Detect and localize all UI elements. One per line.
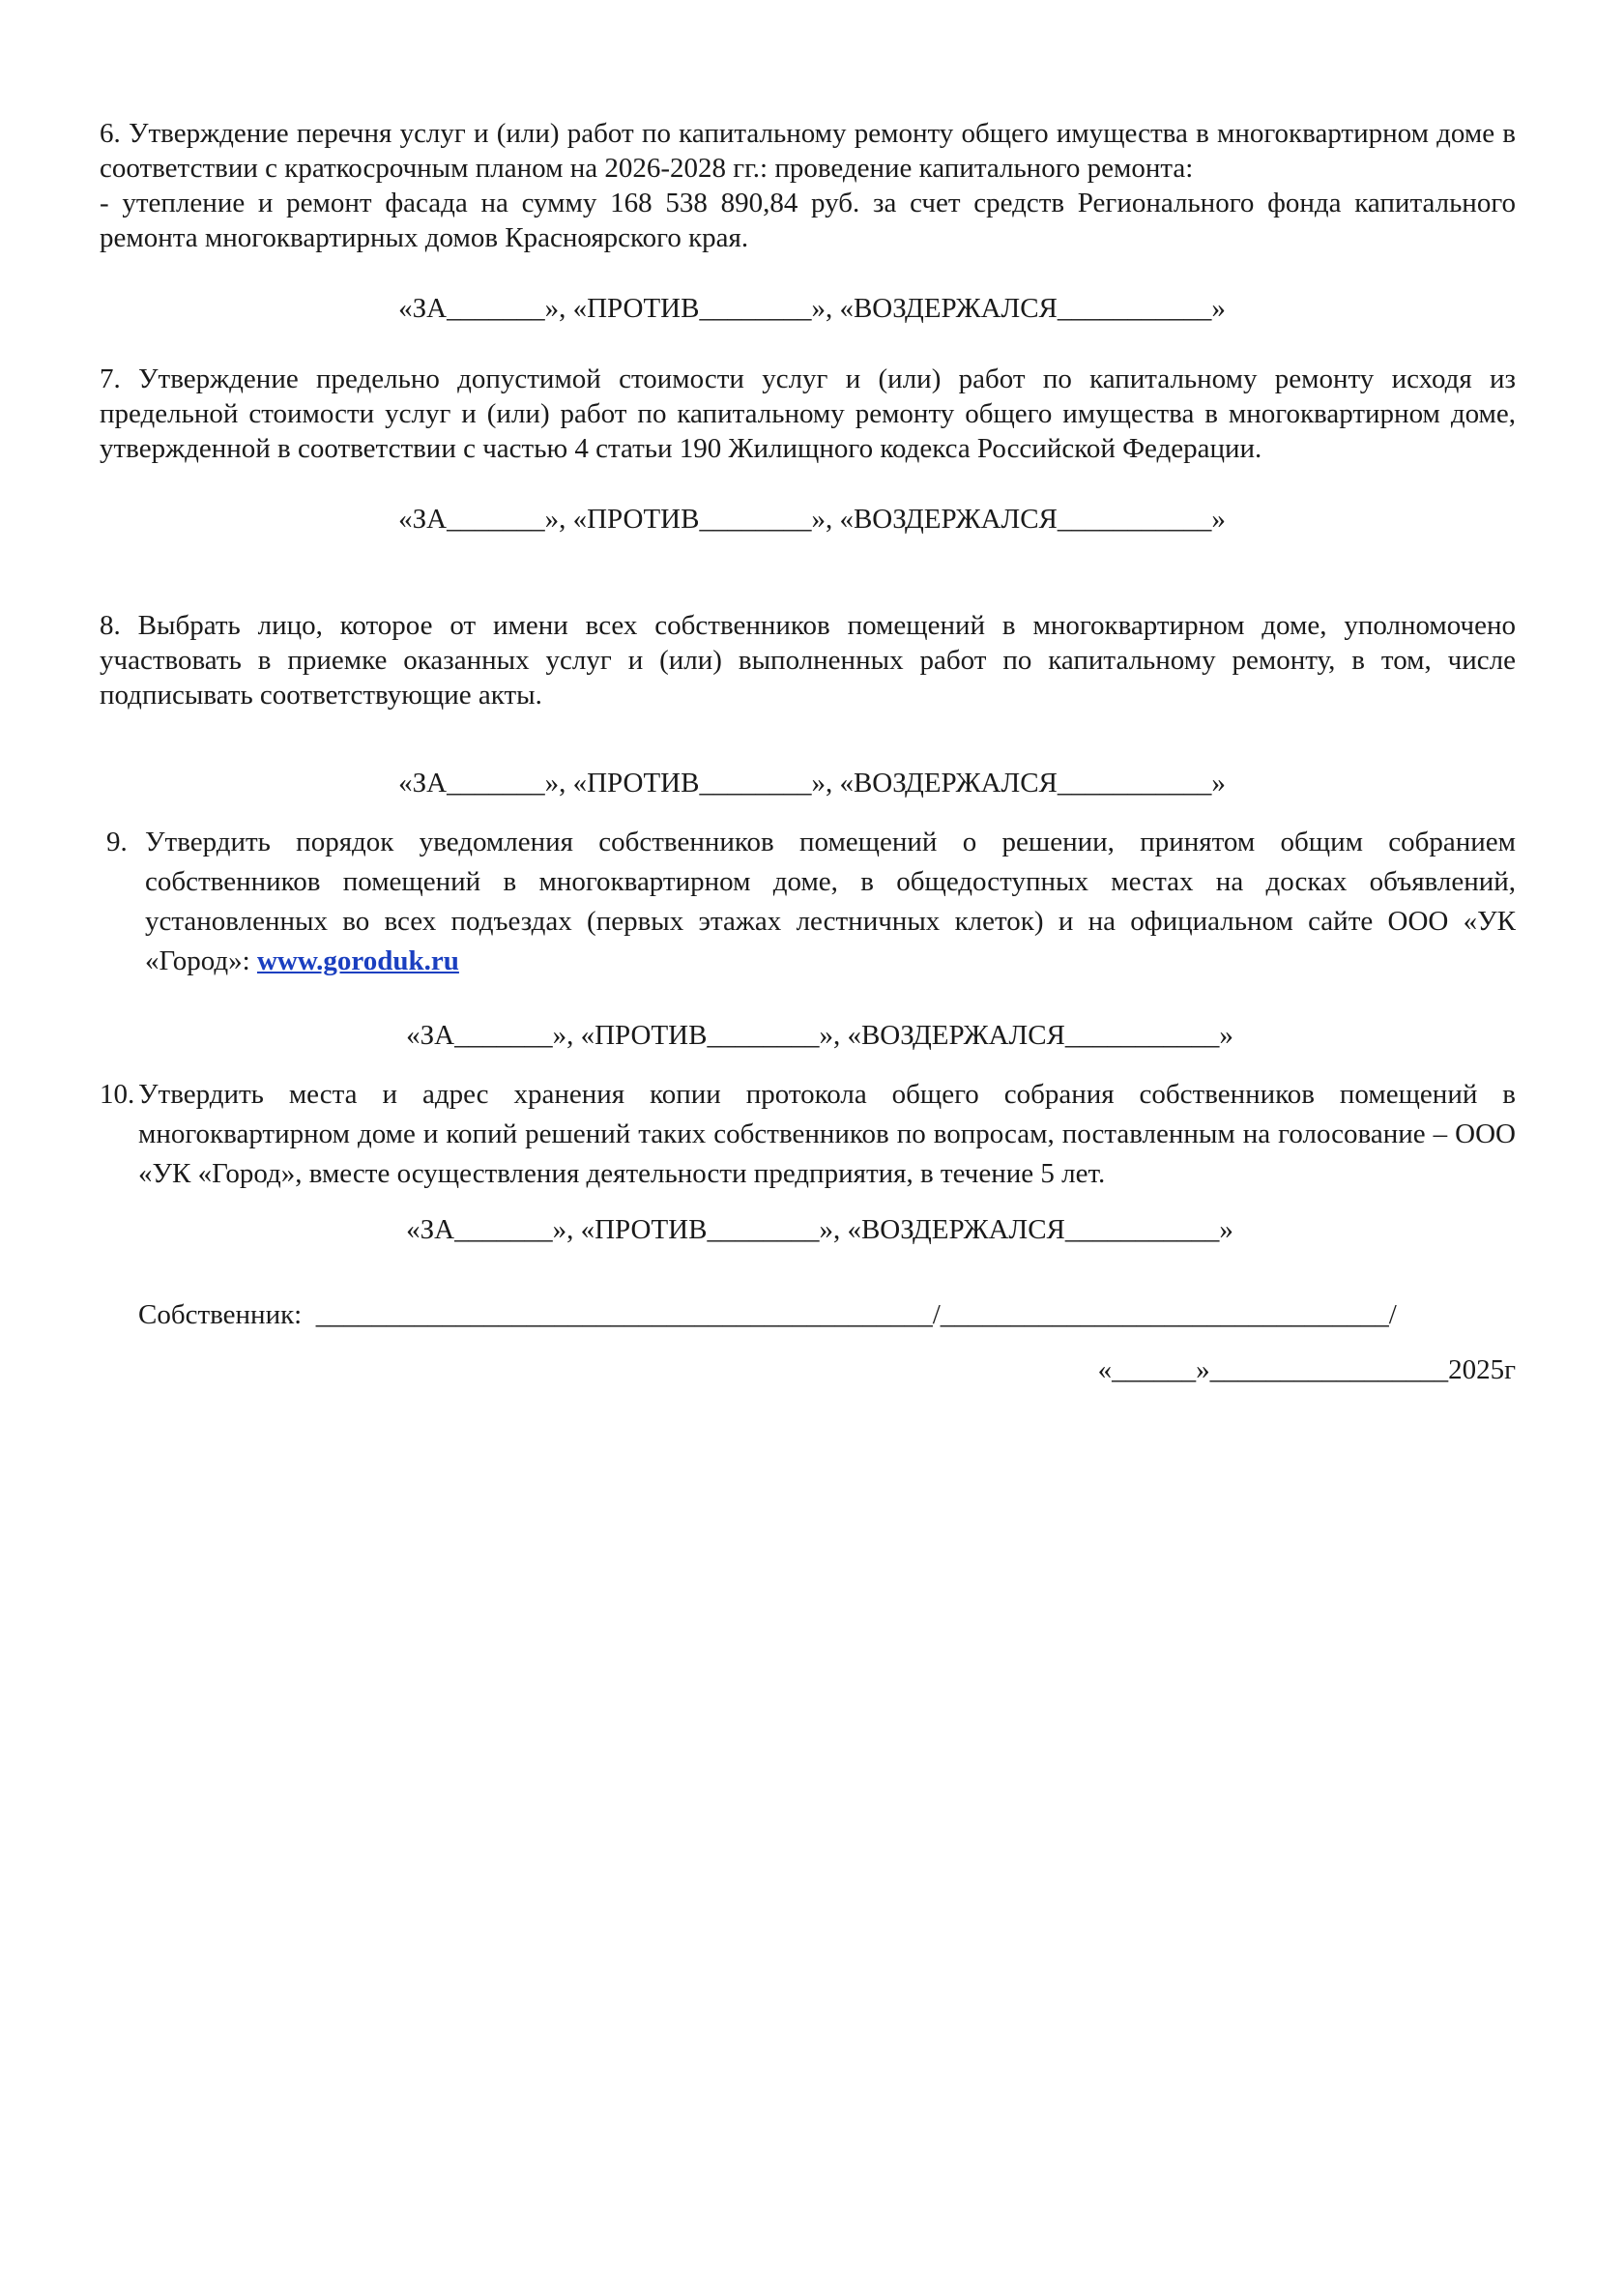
item-10	[100, 1075, 1516, 1194]
vote-line-8: «ЗА_______», «ПРОТИВ________», «ВОЗДЕРЖАЛСЯ___________»	[398, 768, 1226, 799]
owner-signature-line: Собственник: ____________________________________________/________________________________/	[138, 1299, 1397, 1330]
item-6-line-2: - утепление и ремонт фасада на сумму 168 538 890,84 руб. за счет средств Регионального фонда капитального ремонта многоквартирных домов Красноярского края.	[100, 188, 1516, 253]
item-7-text: 7. Утверждение предельно допустимой стоимости услуг и (или) работ по капитальному ремонту исходя из предельной стоимости услуг и (или) работ по капитальному ремонту общего имущества в многоквартирном доме, утвержденной в соответствии с частью 4 статьи 190 Жилищного кодекса Российской Федерации.	[100, 363, 1516, 464]
item-8	[100, 608, 1516, 712]
item-9-number: 9.	[106, 827, 128, 857]
vote-line-9: «ЗА_______», «ПРОТИВ________», «ВОЗДЕРЖАЛСЯ___________»	[406, 1020, 1233, 1051]
vote-line-7: «ЗА_______», «ПРОТИВ________», «ВОЗДЕРЖАЛСЯ___________»	[398, 504, 1226, 535]
website-link[interactable]: www.goroduk.ru	[256, 945, 459, 976]
item-6	[100, 116, 1516, 255]
item-8-text: 8. Выбрать лицо, которое от имени всех собственников помещений в многоквартирном доме, уполномочено участвовать в приемке оказанных услуг и (или) выполненных работ по капитальному ремонту, в том, числе подписывать соответствующие акты.	[100, 610, 1516, 711]
item-7	[100, 362, 1516, 466]
vote-line-6: «ЗА_______», «ПРОТИВ________», «ВОЗДЕРЖАЛСЯ___________»	[398, 293, 1226, 324]
item-10-text: Утвердить места и адрес хранения копии протокола общего собрания собственников помещений в многоквартирном доме и копий решений таких собственников по вопросам, поставленным на голосование – ООО «УК «Город», вместе осуществления деятельности предприятия, в течение 5 лет.	[138, 1079, 1516, 1189]
vote-line-10: «ЗА_______», «ПРОТИВ________», «ВОЗДЕРЖАЛСЯ___________»	[406, 1214, 1233, 1245]
date-line: «______»_________________2025г	[1097, 1354, 1516, 1385]
item-9-text: Утвердить порядок уведомления собственников помещений о решении, принятом общим собранием собственников помещений в многоквартирном доме, в общедоступных местах на досках объявлений, установленных во всех подъездах (первых этажах лестничных клеток) и на официальном сайте ООО «УК «Город»:	[145, 827, 1516, 976]
item-9	[106, 823, 1516, 981]
item-10-number: 10.	[100, 1079, 135, 1110]
item-6-line-1: 6. Утверждение перечня услуг и (или) работ по капитальному ремонту общего имущества в многоквартирном доме в соответствии с краткосрочным планом на 2026-2028 гг.: проведение капитального ремонта:	[100, 118, 1516, 184]
